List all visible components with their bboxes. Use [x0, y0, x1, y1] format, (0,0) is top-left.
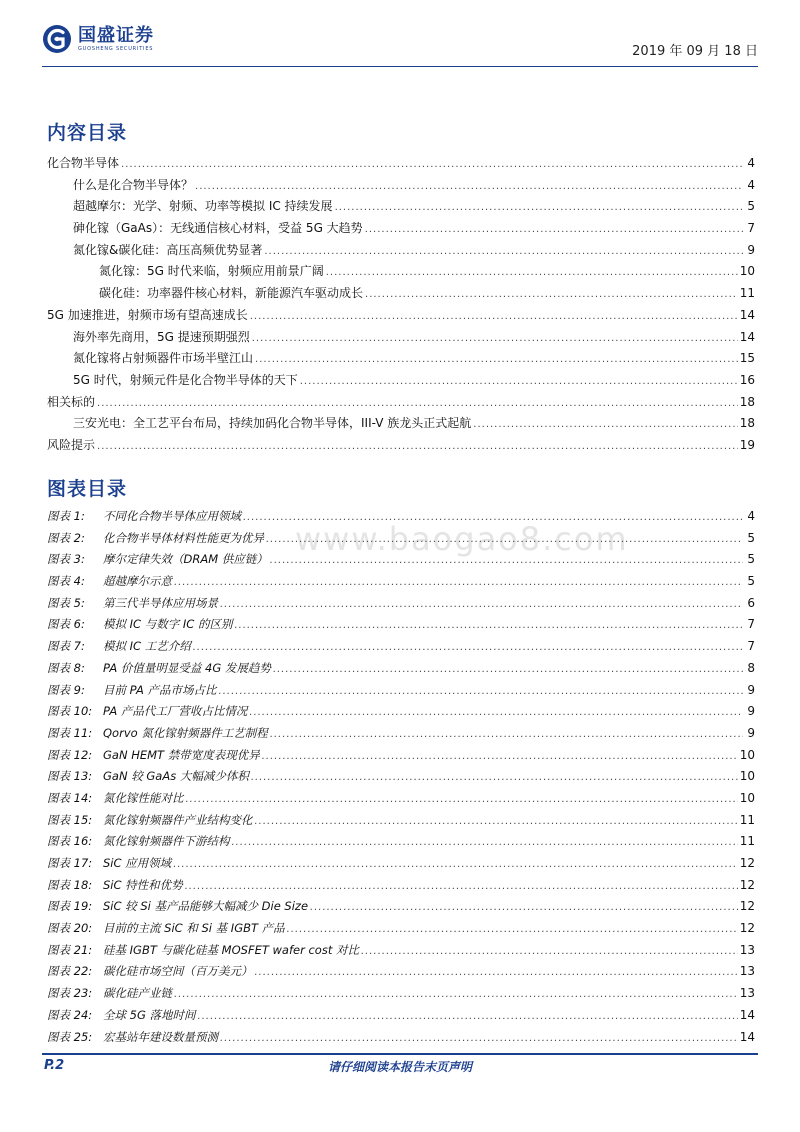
dot-leader [198, 1011, 738, 1022]
figure-entry[interactable] [47, 638, 755, 660]
toc-entry[interactable] [47, 436, 755, 458]
toc-entry[interactable] [47, 176, 755, 198]
toc-entry[interactable] [47, 284, 755, 306]
toc-entry-page: 14 [739, 329, 755, 344]
figure-entry-number: 图表 10: [47, 704, 93, 719]
watermark: www.baogao8.com [295, 520, 629, 558]
toc-entry-page: 7 [747, 221, 755, 236]
figure-entry[interactable] [47, 790, 755, 812]
figure-entry[interactable] [47, 942, 755, 964]
figure-entry-page: 14 [739, 1007, 755, 1022]
figure-entry-number: 图表 24: [47, 1007, 93, 1022]
figure-entry-label: 不同化合物半导体应用领域 [103, 509, 241, 523]
figure-entry-page: 7 [747, 617, 755, 632]
toc-entry-page: 4 [747, 156, 755, 170]
dot-leader [97, 398, 738, 409]
figure-entry-label: 模拟 IC 与数字 IC 的区别 [103, 617, 233, 632]
dot-leader [220, 599, 743, 610]
figure-entry-number: 图表 17: [47, 856, 93, 870]
dot-leader [270, 729, 743, 740]
dot-leader [266, 534, 743, 545]
figure-entry[interactable] [47, 920, 755, 942]
dot-leader [173, 859, 738, 870]
figure-entry-number: 图表 21: [47, 942, 93, 957]
figure-entry-number: 图表 20: [47, 921, 93, 936]
toc-entry[interactable] [47, 306, 755, 328]
figure-entry-number: 图表 25: [47, 1029, 93, 1044]
dot-leader [310, 902, 738, 913]
figure-entry-label: 第三代半导体应用场景 [103, 595, 218, 610]
figure-entry-page: 10 [739, 747, 755, 762]
figure-entry-label: PA 价值量明显受益 4G 发展趋势 [103, 660, 271, 675]
toc-entry-label: 氮化镓将占射频器件市场半壁江山 [73, 351, 254, 366]
figure-entry-label: 碳化硅产业链 [103, 986, 172, 1001]
figure-entry-page: 9 [747, 704, 755, 719]
figure-entry[interactable] [47, 747, 755, 769]
toc-entry-label: 5G 时代，射频元件是化合物半导体的天下 [73, 372, 298, 387]
toc-entry-label: 氮化镓：5G 时代来临，射频应用前景广阔 [99, 264, 324, 279]
dot-leader [252, 333, 738, 344]
toc-list [47, 154, 755, 458]
dot-leader [174, 577, 743, 588]
brand-name-en: GUOSHENG SECURITIES [78, 45, 154, 52]
dot-leader [255, 816, 738, 827]
brand-name: 国盛证券 [78, 24, 154, 46]
figure-entry-number: 图表 8: [47, 660, 85, 675]
toc-entry[interactable] [47, 349, 755, 371]
toc-entry-page: 18 [739, 416, 755, 431]
figure-entry[interactable] [47, 812, 755, 834]
figure-entry[interactable] [47, 1029, 755, 1051]
figure-entry-number: 图表 15: [47, 812, 93, 827]
figure-entry-label: 模拟 IC 工艺介绍 [103, 639, 191, 654]
dot-leader [273, 664, 743, 675]
page-number: P.2 [44, 1058, 65, 1073]
figure-entry[interactable] [47, 616, 755, 638]
toc-entry[interactable] [47, 393, 755, 415]
figure-entry-number: 图表 13: [47, 769, 93, 784]
figure-entry-page: 10 [739, 769, 755, 784]
figure-entry-label: 氮化镓性能对比 [103, 790, 184, 805]
figure-entry[interactable] [47, 660, 755, 682]
figure-entry-page: 5 [747, 530, 755, 545]
figures-list [47, 508, 755, 1050]
dot-leader [174, 989, 738, 1000]
figure-entry[interactable] [47, 877, 755, 899]
figure-entry-page: 9 [747, 682, 755, 697]
figure-entry-label: Qorvo 氮化镓射频器件工艺制程 [103, 725, 268, 740]
toc-entry-page: 11 [739, 286, 755, 301]
toc-entry-page: 10 [739, 264, 755, 279]
figure-entry-label: 目前 PA 产品市场占比 [103, 682, 217, 697]
toc-entry-label: 氮化镓&碳化硅：高压高频优势显著 [73, 242, 263, 257]
figure-entry[interactable] [47, 833, 755, 855]
figure-entry-number: 图表 11: [47, 725, 93, 740]
figure-entry-number: 图表 22: [47, 964, 93, 979]
figure-entry-label: 氮化镓射频器件下游结构 [103, 834, 230, 849]
toc-entry[interactable] [47, 371, 755, 393]
toc-entry-page: 15 [739, 351, 755, 366]
figure-entry[interactable] [47, 985, 755, 1007]
figure-entry[interactable] [47, 530, 755, 552]
figure-entry[interactable] [47, 1007, 755, 1029]
figure-entry-label: 氮化镓射频器件产业结构变化 [103, 812, 253, 827]
figure-entry-page: 11 [739, 834, 755, 849]
figure-entry-label: 硅基 IGBT 与碳化硅基 MOSFET wafer cost 对比 [103, 942, 359, 957]
figure-entry-page: 13 [739, 964, 755, 979]
toc-entry-label: 化合物半导体 [47, 156, 120, 170]
dot-leader [473, 419, 737, 430]
report-date: 2019 年 09 月 18 日 [632, 44, 758, 59]
figure-entry[interactable] [47, 963, 755, 985]
figure-entry-number: 图表 18: [47, 877, 93, 892]
figure-entry-page: 4 [747, 509, 755, 523]
toc-entry-page: 18 [739, 394, 755, 409]
dot-leader [243, 512, 743, 523]
figure-entry-page: 5 [747, 574, 755, 589]
figure-entry-page: 6 [747, 595, 755, 610]
dot-leader [287, 924, 738, 935]
figure-entry-label: SiC 较 Si 基产品能够大幅减少 Die Size [103, 899, 309, 914]
toc-entry[interactable] [47, 414, 755, 436]
guosheng-logo-icon [42, 24, 72, 54]
figure-entry-label: 碳化硅市场空间（百万美元） [103, 964, 253, 979]
disclaimer-note: 请仔细阅读本报告末页声明 [327, 1060, 472, 1074]
toc-entry-label: 砷化镓（GaAs）：无线通信核心材料，受益 5G 大趋势 [73, 221, 363, 236]
figure-entry-page: 14 [739, 1029, 755, 1044]
figure-entry-number: 图表 23: [47, 986, 93, 1001]
toc-entry-page: 14 [739, 307, 755, 322]
toc-entry-label: 海外率先商用，5G 提速预期强烈 [73, 329, 250, 344]
figure-entry-number: 图表 12: [47, 747, 93, 762]
toc-entry-page: 9 [747, 242, 755, 257]
toc-entry[interactable] [47, 328, 755, 350]
figure-entry[interactable] [47, 508, 755, 530]
figure-entry[interactable] [47, 682, 755, 704]
figure-entry-page: 8 [747, 660, 755, 675]
figures-title: 图表目录 [47, 478, 128, 500]
toc-entry[interactable] [47, 219, 755, 241]
figure-entry-label: 宏基站年建设数量预测 [103, 1029, 218, 1044]
figure-entry-label: SiC 应用领域 [103, 856, 172, 870]
toc-entry[interactable] [47, 241, 755, 263]
figure-entry-number: 图表 2: [47, 530, 85, 545]
figure-entry-label: 全球 5G 落地时间 [103, 1007, 196, 1022]
dot-leader [255, 354, 738, 365]
dot-leader [195, 181, 743, 192]
figure-entry-label: 目前的主流 SiC 和 Si 基 IGBT 产品 [103, 921, 285, 936]
figure-entry-page: 12 [739, 877, 755, 892]
figure-entry[interactable] [47, 595, 755, 617]
figure-entry-page: 12 [739, 856, 755, 870]
figure-entry-page: 12 [739, 899, 755, 914]
dot-leader [300, 376, 738, 387]
figure-entry-number: 图表 19: [47, 899, 93, 914]
dot-leader [326, 267, 738, 278]
figure-entry-label: GaN 较 GaAs 大幅减少体积 [103, 769, 249, 784]
dot-leader [365, 224, 743, 235]
figure-entry-number: 图表 1: [47, 509, 85, 523]
toc-entry-label: 风险提示 [47, 437, 96, 452]
toc-entry-page: 4 [747, 177, 755, 192]
toc-entry-label: 相关标的 [47, 394, 96, 409]
dot-leader [264, 246, 743, 257]
figure-entry-page: 7 [747, 639, 755, 654]
dot-leader [193, 642, 743, 653]
toc-entry-page: 5 [747, 199, 755, 214]
figure-entry-page: 12 [739, 921, 755, 936]
figure-entry-number: 图表 6: [47, 617, 85, 632]
figure-entry-page: 13 [739, 986, 755, 1001]
figure-entry[interactable] [47, 768, 755, 790]
toc-entry[interactable] [47, 262, 755, 284]
toc-entry-label: 什么是化合物半导体？ [73, 177, 194, 192]
dot-leader [121, 159, 743, 170]
dot-leader [250, 311, 738, 322]
header-divider [42, 66, 758, 67]
figure-entry-number: 图表 7: [47, 639, 85, 654]
figure-entry-label: PA 产品代工厂营收占比情况 [103, 704, 248, 719]
figure-entry-number: 图表 3: [47, 552, 85, 567]
dot-leader [335, 202, 743, 213]
dot-leader [97, 441, 738, 452]
figure-entry[interactable] [47, 725, 755, 747]
toc-entry-label: 超越摩尔：光学、射频、功率等模拟 IC 持续发展 [73, 199, 333, 214]
footer-divider [42, 1053, 758, 1055]
figure-entry-label: GaN HEMT 禁带宽度表现优异 [103, 747, 260, 762]
figure-entry-label: SiC 特性和优势 [103, 877, 183, 892]
toc-entry-label: 三安光电：全工艺平台布局，持续加码化合物半导体，III-V 族龙头正式起航 [73, 416, 472, 431]
figure-entry-page: 11 [739, 812, 755, 827]
dot-leader [232, 837, 738, 848]
dot-leader [361, 946, 738, 957]
figure-entry-page: 9 [747, 725, 755, 740]
toc-title: 内容目录 [47, 122, 128, 144]
figure-entry-number: 图表 9: [47, 682, 85, 697]
dot-leader [262, 751, 738, 762]
figure-entry-page: 13 [739, 942, 755, 957]
figure-entry-label: 化合物半导体材料性能更为优异 [103, 530, 264, 545]
toc-entry-label: 5G 加速推进，射频市场有望高速成长 [47, 307, 248, 322]
figure-entry-number: 图表 5: [47, 595, 85, 610]
figure-entry-number: 图表 16: [47, 834, 93, 849]
toc-entry[interactable] [47, 154, 755, 176]
figure-entry-page: 5 [747, 552, 755, 567]
toc-entry[interactable] [47, 197, 755, 219]
dot-leader [251, 772, 738, 783]
figure-entry[interactable] [47, 551, 755, 573]
brand-logo [42, 24, 154, 54]
figure-entry[interactable] [47, 703, 755, 725]
toc-entry-page: 16 [739, 372, 755, 387]
figure-entry[interactable] [47, 898, 755, 920]
toc-entry-page: 19 [739, 437, 755, 452]
toc-entry-label: 碳化硅：功率器件核心材料，新能源汽车驱动成长 [99, 286, 364, 301]
figure-entry[interactable] [47, 855, 755, 877]
dot-leader [255, 967, 738, 978]
figure-entry-page: 10 [739, 790, 755, 805]
page-header [42, 24, 758, 64]
dot-leader [220, 1033, 738, 1044]
dot-leader [186, 794, 738, 805]
dot-leader [219, 686, 743, 697]
dot-leader [365, 289, 738, 300]
figure-entry-label: 摩尔定律失效（DRAM 供应链） [103, 552, 268, 567]
dot-leader [249, 707, 743, 718]
figure-entry[interactable] [47, 573, 755, 595]
figure-entry-number: 图表 4: [47, 574, 85, 589]
figure-entry-number: 图表 14: [47, 790, 93, 805]
dot-leader [270, 555, 743, 566]
dot-leader [185, 881, 738, 892]
figure-entry-label: 超越摩尔示意 [103, 574, 172, 589]
dot-leader [234, 620, 743, 631]
